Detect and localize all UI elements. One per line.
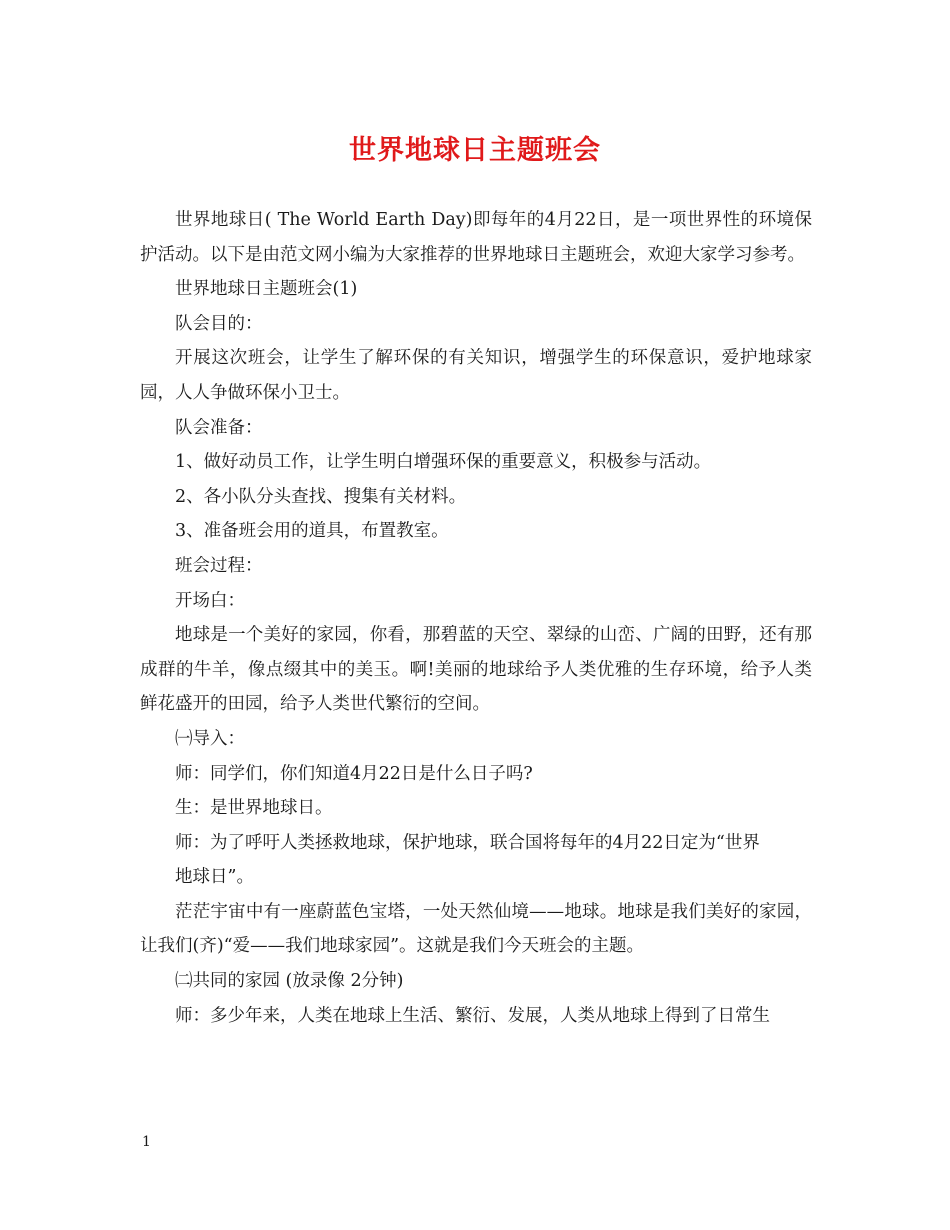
paragraph-teacher-statement: 师：为了呼吁人类拯救地球，保护地球，联合国将每年的4月22日定为“世界 bbox=[175, 832, 760, 853]
paragraph-prep-item-2: 2、各小队分头查找、搜集有关材料。 bbox=[175, 486, 467, 507]
paragraph-intro: 世界地球日( The World Earth Day)即每年的4月22日，是一项世界性的环境保护活动。以下是由范文网小编为大家推荐的世界地球日主题班会，欢迎大家学习参考。 bbox=[140, 210, 812, 265]
paragraph-teacher-closing: 师：多少年来，人类在地球上生活、繁衍、发展，人类从地球上得到了日常生 bbox=[175, 1005, 770, 1026]
document-body bbox=[140, 203, 812, 1033]
paragraph-prep-item-3: 3、准备班会用的道具，布置教室。 bbox=[175, 521, 449, 542]
paragraph-process-heading: 班会过程： bbox=[175, 555, 263, 576]
paragraph-purpose-heading: 队会目的： bbox=[175, 313, 263, 334]
paragraph-opening: 地球是一个美好的家园，你看，那碧蓝的天空、翠绿的山峦、广阔的田野，还有那成群的牛羊，像点缀其中的美玉。啊!美丽的地球给予人类优雅的生存环境，给予人类鲜花盛开的田园，给予人类世代繁衍的空间。 bbox=[140, 625, 812, 715]
paragraph-purpose: 开展这次班会，让学生了解环保的有关知识，增强学生的环保意识，爱护地球家园，人人争做环保小卫士。 bbox=[140, 348, 812, 403]
page-number: 1 bbox=[142, 1134, 151, 1150]
document-title: 世界地球日主题班会 bbox=[349, 135, 601, 166]
paragraph-preparation-heading: 队会准备： bbox=[175, 417, 263, 438]
paragraph-shared-home-heading: ㈡共同的家园 (放录像 2分钟) bbox=[175, 971, 404, 992]
paragraph-prep-item-1: 1、做好动员工作，让学生明白增强环保的重要意义，积极参与活动。 bbox=[175, 452, 712, 473]
paragraph-teacher-statement-cont: 地球日”。 bbox=[175, 867, 254, 888]
paragraph-teacher-question: 师：同学们，你们知道4月22日是什么日子吗? bbox=[175, 763, 533, 784]
paragraph-section-heading: 世界地球日主题班会(1) bbox=[175, 279, 358, 300]
paragraph-intro-heading: ㈠导入： bbox=[175, 728, 245, 749]
paragraph-student-answer: 生：是世界地球日。 bbox=[175, 798, 333, 819]
paragraph-universe: 茫茫宇宙中有一座蔚蓝色宝塔，一处天然仙境——地球。地球是我们美好的家园，让我们(齐)“爱——我们地球家园”。这就是我们今天班会的主题。 bbox=[140, 901, 812, 957]
paragraph-opening-heading: 开场白： bbox=[175, 590, 245, 611]
